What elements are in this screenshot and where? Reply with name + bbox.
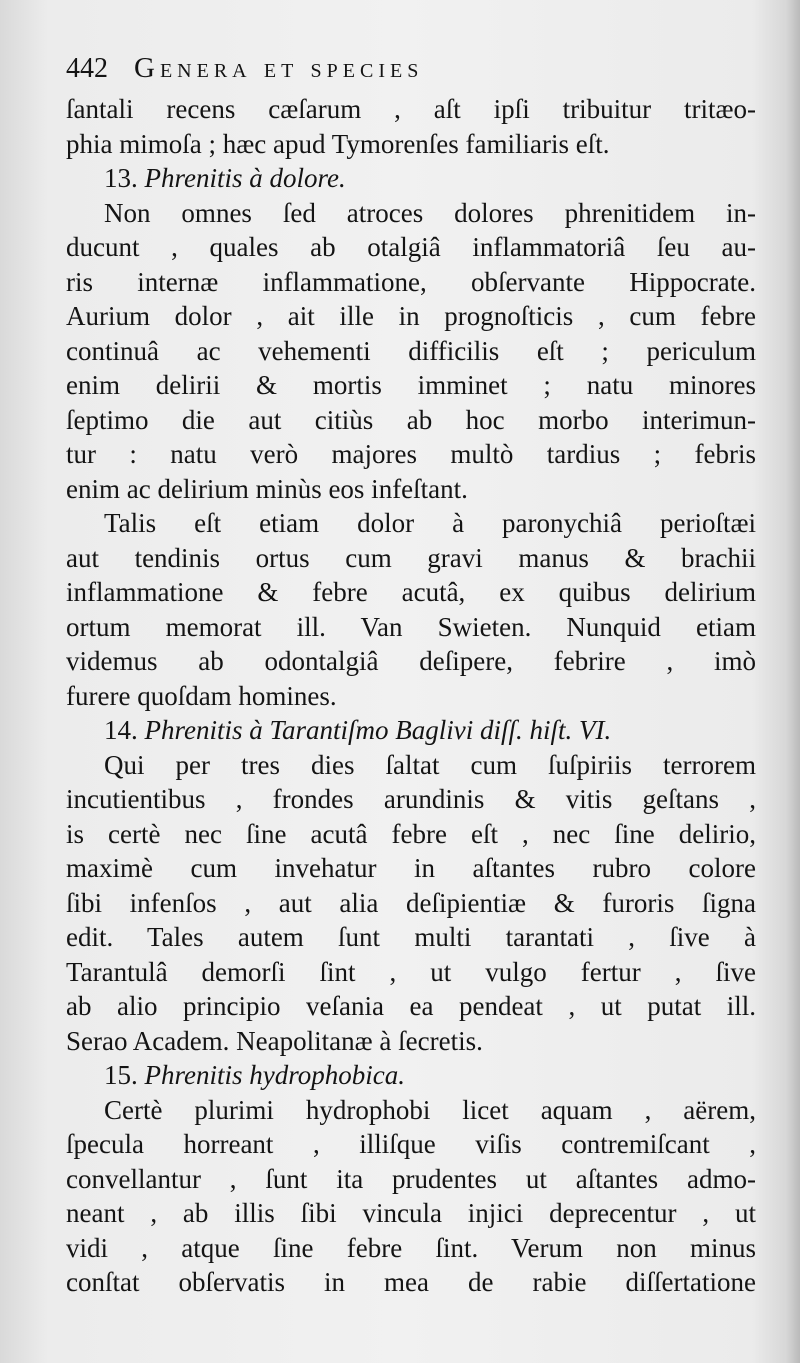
page-number: 442 bbox=[66, 53, 108, 84]
running-title: Genera et species bbox=[134, 52, 424, 84]
text-line: ortum memorat ill. Van Swieten. Nunquid etiam bbox=[66, 611, 756, 642]
running-header bbox=[66, 44, 756, 92]
text-line: Qui per tres dies ſaltat cum ſuſpiriis terrorem bbox=[104, 749, 756, 780]
text-line: Serao Academ. Neapolitanæ à ſecretis. bbox=[66, 1025, 483, 1056]
text-line: phia mimoſa ; hæc apud Tymorenſes familiaris eſt. bbox=[66, 128, 610, 159]
text-line: ſpecula horreant , illiſque viſis contremiſcant , bbox=[66, 1129, 756, 1159]
section-number: 13. bbox=[104, 163, 145, 193]
text-line: furere quoſdam homines. bbox=[66, 680, 337, 711]
text-line: conſtat obſervatis in mea de rabie diſſertatione bbox=[66, 1267, 756, 1297]
text-line: Certè plurimi hydrophobi licet aquam , aërem, bbox=[104, 1094, 756, 1125]
text-line: edit. Tales autem ſunt multi tarantati , ſive à bbox=[66, 922, 756, 952]
text-line: Tarantulâ demorſi ſint , ut vulgo fertur , ſive bbox=[66, 956, 756, 987]
section-title: Phrenitis à dolore. bbox=[144, 163, 346, 193]
text-line: ſantali recens cæſarum , aſt ipſi tribuitur tritæo- bbox=[66, 94, 756, 124]
text-line: enim delirii & mortis imminet ; natu minores bbox=[66, 370, 756, 400]
text-line: ris internæ inflammatione, obſervante Hippocrate. bbox=[66, 266, 756, 297]
section-number: 14. bbox=[104, 715, 145, 745]
text-line: ducunt , quales ab otalgiâ inflammatoriâ ſeu au- bbox=[66, 232, 756, 262]
text-line: aut tendinis ortus cum gravi manus & brachii bbox=[66, 542, 756, 573]
text-line: is certè nec ſine acutâ febre eſt , nec ſine delirio, bbox=[66, 818, 756, 849]
section-heading bbox=[66, 1058, 756, 1093]
text-line: ſibi infenſos , aut alia deſipientiæ & furoris ſigna bbox=[66, 887, 756, 918]
text-line: vidi , atque ſine febre ſint. Verum non minus bbox=[66, 1232, 756, 1263]
section-title: Phrenitis à Tarantiſmo Baglivi diſſ. hiſt. VI. bbox=[144, 715, 612, 745]
section-number: 15. bbox=[104, 1060, 145, 1090]
text-line: ſeptimo die aut citiùs ab hoc morbo interimun- bbox=[66, 404, 756, 435]
text-line: tur : natu verò majores multò tardius ; febris bbox=[66, 439, 756, 469]
text-line: convellantur , ſunt ita prudentes ut aſtantes admo- bbox=[66, 1163, 756, 1194]
text-body bbox=[66, 92, 756, 1300]
page-content bbox=[66, 44, 756, 1300]
text-line: Talis eſt etiam dolor à paronychiâ perioſtæi bbox=[104, 508, 756, 538]
section-heading bbox=[66, 161, 756, 196]
text-line: maximè cum invehatur in aſtantes rubro colore bbox=[66, 853, 756, 883]
text-line: videmus ab odontalgiâ deſipere, febrire , imò bbox=[66, 646, 756, 676]
text-line: neant , ab illis ſibi vincula injici deprecentur , ut bbox=[66, 1198, 756, 1228]
text-line: continuâ ac vehementi difficilis eſt ; periculum bbox=[66, 335, 756, 366]
section-heading bbox=[66, 713, 756, 748]
text-line: ab alio principio veſania ea pendeat , ut putat ill. bbox=[66, 991, 756, 1021]
page-edge-shadow bbox=[786, 0, 800, 1363]
text-line: Aurium dolor , ait ille in prognoſticis , cum febre bbox=[66, 301, 756, 331]
text-line: Non omnes ſed atroces dolores phrenitidem in- bbox=[104, 197, 756, 228]
section-title: Phrenitis hydrophobica. bbox=[144, 1060, 405, 1090]
text-line: inflammatione & febre acutâ, ex quibus delirium bbox=[66, 577, 756, 607]
text-line: enim ac delirium minùs eos infeſtant. bbox=[66, 473, 468, 504]
text-line: incutientibus , frondes arundinis & vitis geſtans , bbox=[66, 784, 756, 814]
